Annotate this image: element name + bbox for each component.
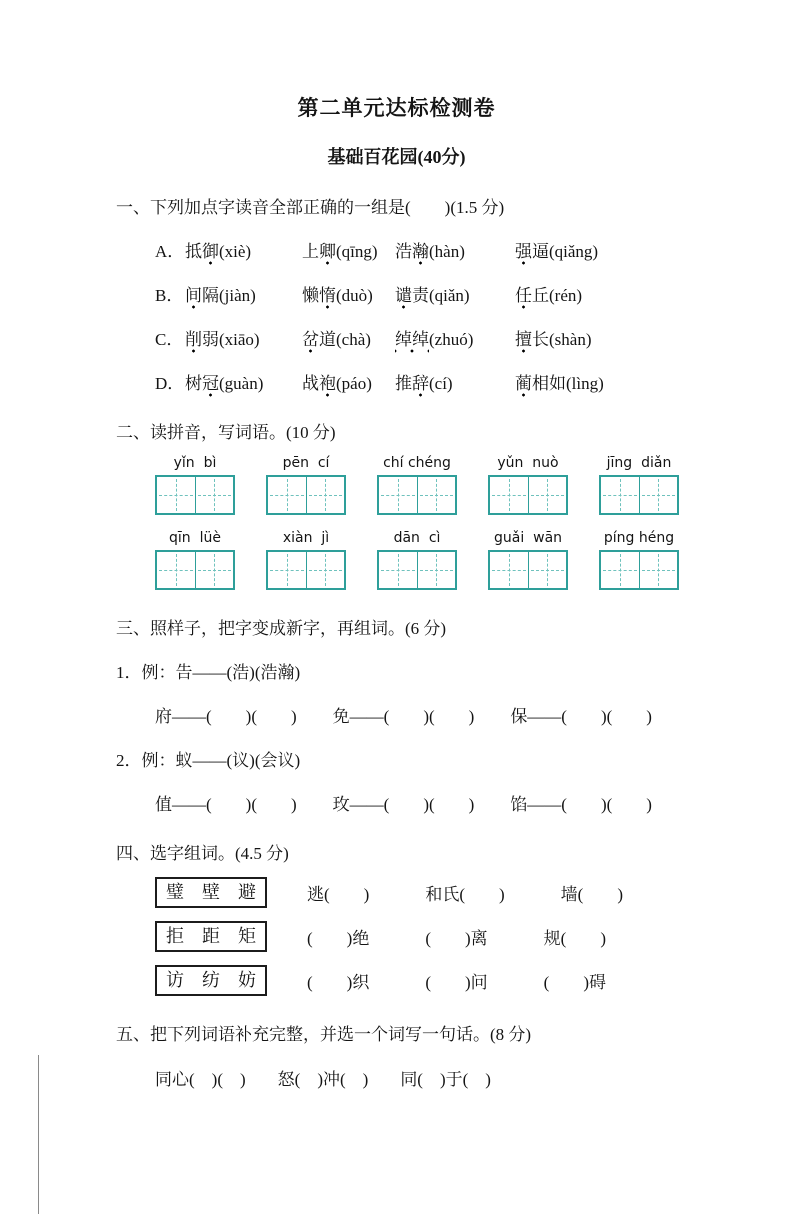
word-pinyin: (hàn) — [429, 242, 465, 261]
q3-example-1: 1．例：告——(浩)(浩瀚) — [116, 663, 301, 682]
word-pinyin: 逼(qiǎng) — [532, 242, 599, 261]
writing-grid — [377, 475, 457, 515]
q4-row-1 — [155, 877, 793, 908]
pinyin-word-group — [266, 453, 346, 515]
option-items — [185, 281, 793, 306]
pinyin-word-group — [377, 453, 457, 515]
test-paper-page — [0, 92, 793, 1090]
q1-option-a — [155, 237, 793, 262]
word-dotted-char: 惰 — [319, 286, 336, 309]
word-item — [515, 281, 793, 306]
pinyin-label: jīng diǎn — [606, 455, 672, 471]
page-title: 第二单元达标检测卷 — [297, 96, 496, 120]
word-dotted-char: 蔺 — [515, 374, 532, 397]
grid-cell — [417, 477, 456, 513]
grid-cell — [268, 477, 306, 513]
q3-fill-line-1 — [155, 702, 793, 727]
fill-item: 和氏( ) — [425, 885, 505, 904]
word-dotted-char: 谴 — [395, 286, 412, 309]
fill-item: 府——( )( ) — [155, 707, 297, 726]
pinyin-label: dān cì — [393, 530, 441, 546]
word-item — [395, 325, 515, 350]
word-dotted-char: 强 — [515, 242, 532, 265]
fill-item: ( )织 — [307, 973, 370, 992]
option-items — [185, 325, 793, 350]
q4-row-3 — [155, 965, 793, 996]
pinyin-label: qīn lüè — [169, 530, 221, 546]
fill-item: 保——( )( ) — [510, 707, 652, 726]
pinyin-word-group — [599, 453, 679, 515]
option-label: B． — [155, 286, 184, 305]
pinyin-word-group — [155, 528, 235, 590]
q4-row-2 — [155, 921, 793, 952]
word-item — [185, 281, 302, 306]
word-pre: 战 — [302, 374, 319, 393]
grid-cell — [490, 477, 528, 513]
grid-cell — [157, 552, 195, 588]
pinyin-label: guǎi wān — [493, 530, 563, 546]
writing-grid — [488, 475, 568, 515]
q1-option-c — [155, 325, 793, 350]
word-item — [395, 281, 515, 306]
word-pinyin: (qīng) — [336, 242, 378, 261]
fill-item: 值——( )( ) — [155, 795, 297, 814]
q2-stem: 二、读拼音，写词语。(10 分) — [116, 423, 336, 442]
word-item — [302, 369, 395, 394]
word-pinyin: (guàn) — [219, 374, 264, 393]
word-pinyin: 长(shàn) — [532, 330, 592, 349]
fill-item: 逃( ) — [307, 885, 370, 904]
question-5 — [0, 1020, 793, 1090]
writing-grid — [599, 475, 679, 515]
page-binding-line — [38, 1055, 39, 1214]
writing-grid — [155, 475, 235, 515]
fill-item: 同心( )( ) — [155, 1070, 246, 1089]
char-choice-box: 拒 距 矩 — [155, 921, 267, 952]
writing-grid — [266, 550, 346, 590]
pinyin-label: xiàn jì — [282, 530, 330, 546]
grid-cell — [379, 477, 417, 513]
pinyin-word-group — [488, 453, 568, 515]
word-item — [302, 325, 395, 350]
grid-cell — [490, 552, 528, 588]
word-dotted-char: 任 — [515, 286, 532, 309]
word-dotted-char: 擅 — [515, 330, 532, 353]
word-item — [185, 237, 302, 262]
word-pre: 推 — [395, 374, 412, 393]
q4-items — [307, 880, 623, 905]
word-item — [302, 237, 395, 262]
writing-grid — [266, 475, 346, 515]
word-pinyin: 责(qiǎn) — [412, 286, 470, 305]
word-dotted-char: 绰绰 — [395, 330, 429, 353]
word-pinyin: 道(chà) — [319, 330, 371, 349]
word-item — [515, 325, 793, 350]
char-choice-box: 璧 壁 避 — [155, 877, 267, 908]
writing-grid — [599, 550, 679, 590]
word-pinyin: 弱(xiāo) — [202, 330, 260, 349]
word-dotted-char: 卿 — [319, 242, 336, 265]
fill-item: 同( )于( ) — [400, 1070, 491, 1089]
question-1 — [0, 193, 793, 394]
grid-cell — [601, 477, 639, 513]
fill-item: ( )离 — [425, 929, 488, 948]
pinyin-row-1 — [155, 453, 793, 515]
grid-cell — [639, 477, 678, 513]
word-pinyin: (zhuó) — [429, 330, 474, 349]
word-dotted-char: 辞 — [412, 374, 429, 397]
question-3 — [0, 614, 793, 815]
word-item — [395, 369, 515, 394]
grid-cell — [268, 552, 306, 588]
word-pinyin: (páo) — [336, 374, 372, 393]
pinyin-word-group — [266, 528, 346, 590]
grid-cell — [379, 552, 417, 588]
q4-items — [307, 924, 606, 949]
q5-stem: 五、把下列词语补充完整，并选一个词写一句话。(8 分) — [116, 1025, 532, 1044]
word-dotted-char: 御 — [202, 242, 219, 265]
word-dotted-char: 冠 — [202, 374, 219, 397]
word-pinyin: 相如(lìng) — [532, 374, 604, 393]
grid-cell — [195, 477, 234, 513]
word-pre: 懒 — [302, 286, 319, 305]
char-choice-box: 访 纺 妨 — [155, 965, 267, 996]
fill-item: 怒( )冲( ) — [277, 1070, 369, 1089]
word-dotted-char: 瀚 — [412, 242, 429, 265]
grid-cell — [157, 477, 195, 513]
pinyin-label: chí chéng — [383, 455, 451, 471]
word-pre: 树 — [185, 374, 202, 393]
grid-cell — [528, 477, 567, 513]
grid-cell — [639, 552, 678, 588]
q3-stem: 三、照样子，把字变成新字，再组词。(6 分) — [116, 619, 447, 638]
pinyin-label: pēn cí — [282, 455, 330, 471]
fill-item: ( )问 — [425, 973, 488, 992]
option-label: C． — [155, 330, 184, 349]
q3-example-2: 2．例：蚁——(议)(会议) — [116, 751, 301, 770]
word-dotted-char: 削 — [185, 330, 202, 353]
word-item — [302, 281, 395, 306]
grid-cell — [417, 552, 456, 588]
grid-cell — [601, 552, 639, 588]
q4-stem: 四、选字组词。(4.5 分) — [116, 844, 289, 863]
writing-grid — [488, 550, 568, 590]
word-dotted-char: 岔 — [302, 330, 319, 353]
option-label: D． — [155, 374, 185, 393]
word-item — [515, 237, 793, 262]
grid-cell — [528, 552, 567, 588]
q1-option-b — [155, 281, 793, 306]
word-item — [395, 237, 515, 262]
question-4 — [0, 839, 793, 996]
pinyin-word-group — [488, 528, 568, 590]
word-pre: 抵 — [185, 242, 202, 261]
grid-cell — [306, 477, 345, 513]
pinyin-word-group — [155, 453, 235, 515]
q1-option-d — [155, 369, 793, 394]
fill-item: 免——( )( ) — [332, 707, 475, 726]
q4-items — [307, 968, 606, 993]
option-label: A． — [155, 242, 185, 261]
grid-cell — [195, 552, 234, 588]
word-pre: 上 — [302, 242, 319, 261]
q5-fill-line — [155, 1065, 793, 1090]
word-item — [185, 325, 302, 350]
fill-item: 规( ) — [543, 929, 606, 948]
option-items — [185, 369, 793, 394]
word-dotted-char: 间 — [185, 286, 202, 309]
word-pinyin: (duò) — [336, 286, 373, 305]
fill-item: 墙( ) — [560, 885, 623, 904]
grid-cell — [306, 552, 345, 588]
word-item — [515, 369, 793, 394]
word-item — [185, 369, 302, 394]
writing-grid — [377, 550, 457, 590]
option-items — [185, 237, 793, 262]
pinyin-label: yǔn nuò — [497, 455, 559, 471]
q3-fill-line-2 — [155, 790, 793, 815]
word-dotted-char: 袍 — [319, 374, 336, 397]
fill-item: 馅——( )( ) — [510, 795, 652, 814]
pinyin-writing-block — [155, 453, 793, 590]
fill-item: ( )绝 — [307, 929, 370, 948]
word-pinyin: (xiè) — [219, 242, 252, 261]
fill-item: 玫——( )( ) — [332, 795, 475, 814]
word-pinyin: (cí) — [429, 374, 453, 393]
section-title: 基础百花园(40分) — [327, 147, 466, 167]
word-pre: 浩 — [395, 242, 412, 261]
q1-stem: 一、下列加点字读音全部正确的一组是( )(1.5 分) — [116, 198, 505, 217]
question-2 — [0, 418, 793, 590]
pinyin-word-group — [377, 528, 457, 590]
pinyin-word-group — [599, 528, 679, 590]
word-pinyin: 隔(jiàn) — [202, 286, 256, 305]
pinyin-label: yǐn bì — [173, 455, 217, 471]
fill-item: ( )碍 — [543, 973, 606, 992]
pinyin-label: píng héng — [603, 530, 675, 546]
pinyin-row-2 — [155, 528, 793, 590]
writing-grid — [155, 550, 235, 590]
word-pinyin: 丘(rén) — [532, 286, 583, 305]
